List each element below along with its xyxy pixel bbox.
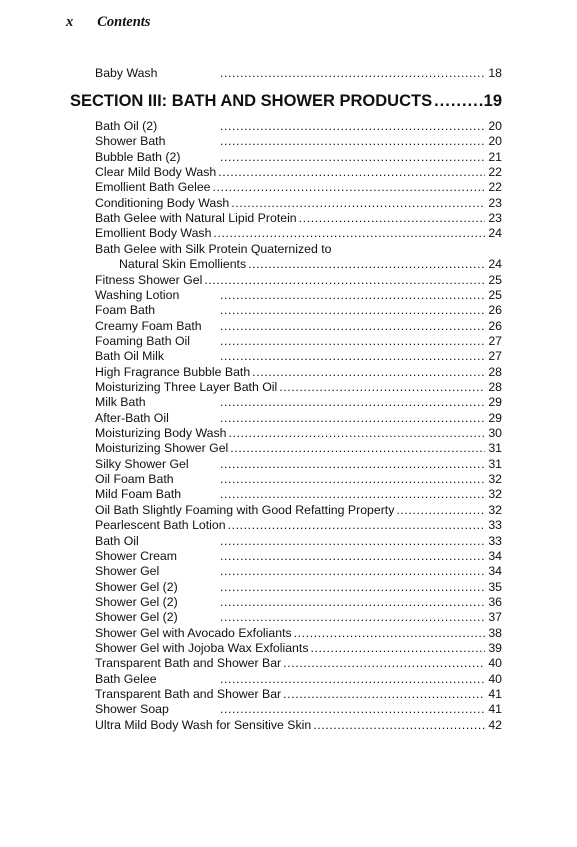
toc-entry [95, 625, 502, 641]
dot-leader [231, 195, 485, 211]
toc-entry-title: Silky Shower Gel [95, 456, 189, 471]
toc-entry-page: 20 [488, 119, 502, 133]
dot-leader [220, 486, 485, 502]
toc-entry-title: Oil Bath Slightly Foaming with Good Refatting Property [95, 502, 395, 517]
toc-entry-title: Fitness Shower Gel [95, 272, 203, 287]
toc-entry-page: 35 [488, 579, 502, 594]
toc-entry [95, 686, 502, 702]
toc-entry-page: 27 [488, 349, 502, 364]
dot-leader [220, 410, 485, 426]
toc-entry-title: Mild Foam Bath [95, 487, 182, 502]
dot-leader [213, 225, 485, 241]
dot-leader [299, 210, 485, 226]
toc-entry-page: 25 [488, 272, 502, 287]
dot-leader [220, 65, 485, 81]
toc-entry [95, 594, 502, 610]
dot-leader [220, 394, 485, 410]
toc-entry [95, 701, 502, 717]
toc-entry [95, 256, 502, 272]
toc-entry-title: Bath Oil (2) [95, 119, 158, 133]
toc-entry-page: 33 [488, 533, 502, 548]
toc-entry-page: 22 [488, 165, 502, 180]
toc-entry [95, 640, 502, 656]
toc-entry-title: After-Bath Oil [95, 410, 169, 425]
toc-entry-page: 29 [488, 410, 502, 425]
toc-entry-title: Washing Lotion [95, 287, 180, 302]
dot-leader [228, 425, 485, 441]
toc-entry-baby-wash [95, 65, 502, 81]
dot-leader [220, 471, 485, 487]
dot-leader [396, 502, 485, 518]
toc-entry-page: 42 [488, 717, 502, 732]
toc-entry [95, 410, 502, 426]
toc-entry-title: Bath Oil Milk [95, 349, 165, 364]
toc-entry-page: 24 [488, 226, 502, 241]
toc-entry-title: Milk Bath [95, 395, 146, 410]
toc-entry-title: Bath Gelee [95, 671, 157, 686]
toc-entry-page: 31 [488, 456, 502, 471]
dot-leader [313, 717, 485, 733]
toc-entry [95, 149, 502, 165]
toc-entry-page: 36 [488, 594, 502, 609]
dot-leader [220, 287, 485, 303]
toc-entry-page: 27 [488, 333, 502, 348]
toc-entry-page: 34 [488, 548, 502, 563]
dot-leader [283, 655, 485, 671]
toc-entry-page: 30 [488, 426, 502, 440]
toc-entry-page: 28 [488, 379, 502, 394]
toc-entry-title: Emollient Bath Gelee [95, 180, 211, 195]
toc-entry [95, 579, 502, 595]
dot-leader [228, 517, 485, 533]
dot-leader [252, 364, 485, 380]
toc-entry-page: 26 [488, 303, 502, 318]
toc-entry [95, 456, 502, 472]
dot-leader [220, 579, 485, 595]
toc-entry [95, 225, 502, 241]
toc-entry-title: Shower Soap [95, 702, 169, 717]
dot-leader [218, 164, 485, 180]
dot-leader [220, 609, 485, 625]
toc-entry-page: 32 [488, 502, 502, 517]
toc-entry [95, 195, 502, 211]
toc-entry [95, 671, 502, 687]
toc-entry-page: 31 [488, 441, 502, 456]
toc-entry-title: Shower Gel (2) [95, 594, 178, 609]
dot-leader [248, 256, 485, 272]
toc-entry-title: Bath Gelee with Silk Protein Quaternized to [95, 241, 332, 256]
toc-entry-page: 21 [488, 149, 502, 164]
toc-entry-title: Baby Wash [95, 66, 158, 80]
toc-entry-title: Shower Gel with Avocado Exfoliants [95, 625, 292, 640]
toc-entry-page: 40 [488, 671, 502, 686]
dot-leader [432, 92, 484, 111]
running-head-title: Contents [97, 14, 151, 30]
dot-leader [220, 149, 485, 165]
toc-entry [95, 655, 502, 671]
toc-entry-title: High Fragrance Bubble Bath [95, 364, 251, 379]
toc-entry [95, 502, 502, 518]
toc-entry [95, 210, 502, 226]
toc-entry-page: 39 [488, 640, 502, 655]
toc-entry-title: Conditioning Body Wash [95, 195, 230, 210]
toc-entry [95, 118, 502, 134]
toc-entry-title: Shower Gel (2) [95, 579, 178, 594]
dot-leader [204, 272, 485, 288]
toc-entry-title: Foam Bath [95, 303, 156, 318]
toc-entry [95, 302, 502, 318]
dot-leader [279, 379, 485, 395]
toc-entry [95, 133, 502, 149]
section-heading [70, 92, 502, 111]
dot-leader [283, 686, 485, 702]
folio-number: x [66, 14, 74, 30]
toc-entry-title: Transparent Bath and Shower Bar [95, 686, 282, 701]
toc-entry-title: Emollient Body Wash [95, 226, 212, 241]
toc-entry-title: Shower Gel (2) [95, 610, 178, 625]
toc-entry [95, 425, 502, 441]
dot-leader [220, 118, 485, 134]
toc-entry [95, 318, 502, 334]
dot-leader [220, 348, 485, 364]
dot-leader [220, 563, 485, 579]
toc-entry [95, 717, 502, 733]
toc-entry-title: Creamy Foam Bath [95, 318, 202, 333]
toc-entry [95, 548, 502, 564]
toc-entry-page: 23 [488, 211, 502, 226]
toc-entry-title: Bath Gelee with Natural Lipid Protein [95, 211, 297, 226]
toc-entry-page: 34 [488, 564, 502, 579]
toc-entry-title: Moisturizing Shower Gel [95, 441, 229, 456]
dot-leader [220, 701, 485, 717]
toc-entry-page: 28 [488, 364, 502, 379]
toc-entry-title: Foaming Bath Oil [95, 333, 191, 348]
toc-entry-title: Bubble Bath (2) [95, 149, 181, 164]
toc-entry-page: 23 [488, 195, 502, 210]
toc-entry-title: Ultra Mild Body Wash for Sensitive Skin [95, 717, 312, 732]
toc-entry [95, 287, 502, 303]
dot-leader [220, 594, 485, 610]
toc-entry [95, 333, 502, 349]
toc-entry [95, 609, 502, 625]
toc-entry [95, 394, 502, 410]
dot-leader [220, 671, 485, 687]
dot-leader [220, 133, 485, 149]
toc-entry-page: 20 [488, 134, 502, 149]
section-page: 19 [483, 92, 502, 110]
toc-entry [95, 563, 502, 579]
toc-entry-page: 25 [488, 287, 502, 302]
toc-entry-page: 26 [488, 318, 502, 333]
toc-entry-title: Shower Gel [95, 564, 160, 579]
toc-entry-title: Moisturizing Body Wash [95, 426, 227, 440]
toc-entry-title: Transparent Bath and Shower Bar [95, 656, 282, 671]
toc-entry [95, 517, 502, 533]
toc-entry-title: Bath Oil [95, 533, 139, 548]
toc-entry-title: Shower Bath [95, 134, 166, 149]
toc-entry [95, 486, 502, 502]
toc-entry-page: 32 [488, 487, 502, 502]
toc-entry-page: 37 [488, 610, 502, 625]
toc-entry-page: 33 [488, 518, 502, 533]
toc-entry [95, 164, 502, 180]
dot-leader [294, 625, 485, 641]
toc-entry-title: Pearlescent Bath Lotion [95, 518, 226, 533]
dot-leader [230, 440, 485, 456]
toc-entry [95, 241, 502, 257]
toc-entry-title: Shower Cream [95, 548, 178, 563]
section-title: SECTION III: BATH AND SHOWER PRODUCTS [70, 92, 433, 110]
toc-entry [95, 471, 502, 487]
toc-entry-title: Clear Mild Body Wash [95, 165, 217, 180]
toc-entry [95, 179, 502, 195]
dot-leader [220, 318, 485, 334]
dot-leader [310, 640, 485, 656]
toc-entry [95, 379, 502, 395]
dot-leader [220, 302, 485, 318]
toc-entry-page: 22 [488, 180, 502, 195]
toc-entry-page: 41 [488, 702, 502, 717]
dot-leader [220, 548, 485, 564]
toc-entry-page: 24 [488, 257, 502, 272]
toc-entry-page: 41 [488, 686, 502, 701]
toc-entry-page: 32 [488, 472, 502, 487]
toc-entry-title: Oil Foam Bath [95, 472, 174, 487]
toc-entry-title: Shower Gel with Jojoba Wax Exfoliants [95, 640, 309, 655]
running-head [66, 14, 150, 31]
toc-entry [95, 348, 502, 364]
dot-leader [220, 333, 485, 349]
toc-entry [95, 272, 502, 288]
dot-leader [213, 179, 485, 195]
toc-entry [95, 533, 502, 549]
toc-entry [95, 440, 502, 456]
dot-leader [220, 533, 485, 549]
toc-entry-title: Moisturizing Three Layer Bath Oil [95, 379, 278, 394]
toc-entry-page: 40 [488, 656, 502, 671]
toc-entry-page: 29 [488, 395, 502, 410]
toc-entry-title: Natural Skin Emollients [119, 257, 247, 272]
toc-entry-page: 18 [488, 66, 502, 80]
toc-entry-page: 38 [488, 625, 502, 640]
toc-entry [95, 364, 502, 380]
dot-leader [220, 456, 485, 472]
